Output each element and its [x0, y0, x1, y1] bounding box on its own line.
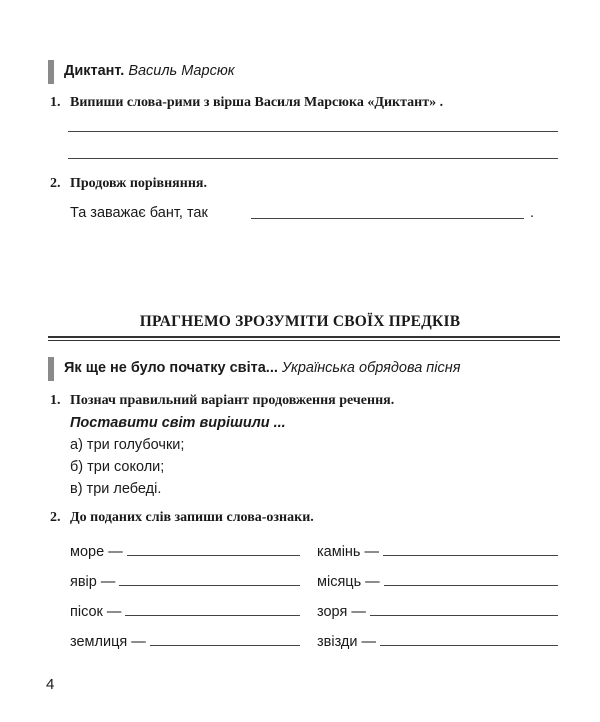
task-prompt: Поставити світ вирішили ...: [70, 415, 286, 431]
word-label: пісок —: [70, 604, 122, 620]
word-label: місяць —: [317, 574, 380, 590]
answer-line[interactable]: [125, 614, 300, 616]
word-pair[interactable]: [317, 570, 558, 590]
task-2: [50, 176, 207, 192]
task-number: 1.: [50, 393, 61, 408]
answer-line[interactable]: [68, 158, 558, 159]
comparison-answer-line[interactable]: [251, 218, 524, 219]
section-title-genre: Українська обрядова пісня: [281, 360, 461, 376]
word-label: звізди —: [317, 634, 376, 650]
word-pair[interactable]: [70, 600, 300, 620]
section-title: [64, 360, 460, 376]
word-pair[interactable]: [70, 630, 300, 650]
word-label: зоря —: [317, 604, 366, 620]
task-text: Продовж порівняння.: [70, 176, 207, 191]
task-2: [50, 510, 314, 526]
section-heading: ПРАГНЕМО ЗРОЗУМІТИ СВОЇХ ПРЕДКІВ: [139, 313, 461, 330]
word-pair[interactable]: [317, 630, 558, 650]
answer-line[interactable]: [119, 584, 300, 586]
answer-line[interactable]: [383, 554, 558, 556]
answer-line[interactable]: [380, 644, 558, 646]
task-1: [50, 393, 394, 409]
section-title-bold: Диктант.: [64, 63, 125, 79]
section-marker-bar: [48, 357, 54, 381]
task-text: Познач правильний варіант продовження речення.: [70, 393, 395, 408]
word-label: море —: [70, 544, 123, 560]
option-b[interactable]: б) три соколи;: [70, 459, 165, 475]
task-number: 2.: [50, 510, 61, 525]
task-number: 1.: [50, 95, 61, 110]
word-pair[interactable]: [70, 540, 300, 560]
word-label: камінь —: [317, 544, 380, 560]
comparison-text: Та заважає бант, так: [70, 205, 208, 221]
word-pair[interactable]: [317, 540, 558, 560]
answer-line[interactable]: [150, 644, 300, 646]
task-1: [50, 95, 443, 111]
task-text: До поданих слів запиши слова-ознаки.: [70, 510, 314, 525]
answer-line[interactable]: [68, 131, 558, 132]
section-title-bold: Як ще не було початку світа...: [64, 360, 278, 376]
answer-line[interactable]: [127, 554, 300, 556]
page-number: 4: [46, 676, 55, 693]
word-pair[interactable]: [70, 570, 300, 590]
section-title-author: Василь Марсюк: [128, 63, 235, 79]
word-label: явір —: [70, 574, 116, 590]
option-a[interactable]: а) три голубочки;: [70, 437, 185, 453]
answer-line[interactable]: [370, 614, 558, 616]
heading-underline: [48, 340, 560, 341]
task-number: 2.: [50, 176, 61, 191]
word-label: землиця —: [70, 634, 146, 650]
option-c[interactable]: в) три лебеді.: [70, 481, 162, 497]
answer-line[interactable]: [384, 584, 558, 586]
section-marker-bar: [48, 60, 54, 84]
section-title: [64, 63, 235, 79]
task-text: Випиши слова-рими з вірша Василя Марсюка «Диктант» .: [70, 95, 444, 110]
word-pair[interactable]: [317, 600, 558, 620]
comparison-period: .: [530, 205, 535, 221]
heading-underline: [48, 336, 560, 338]
